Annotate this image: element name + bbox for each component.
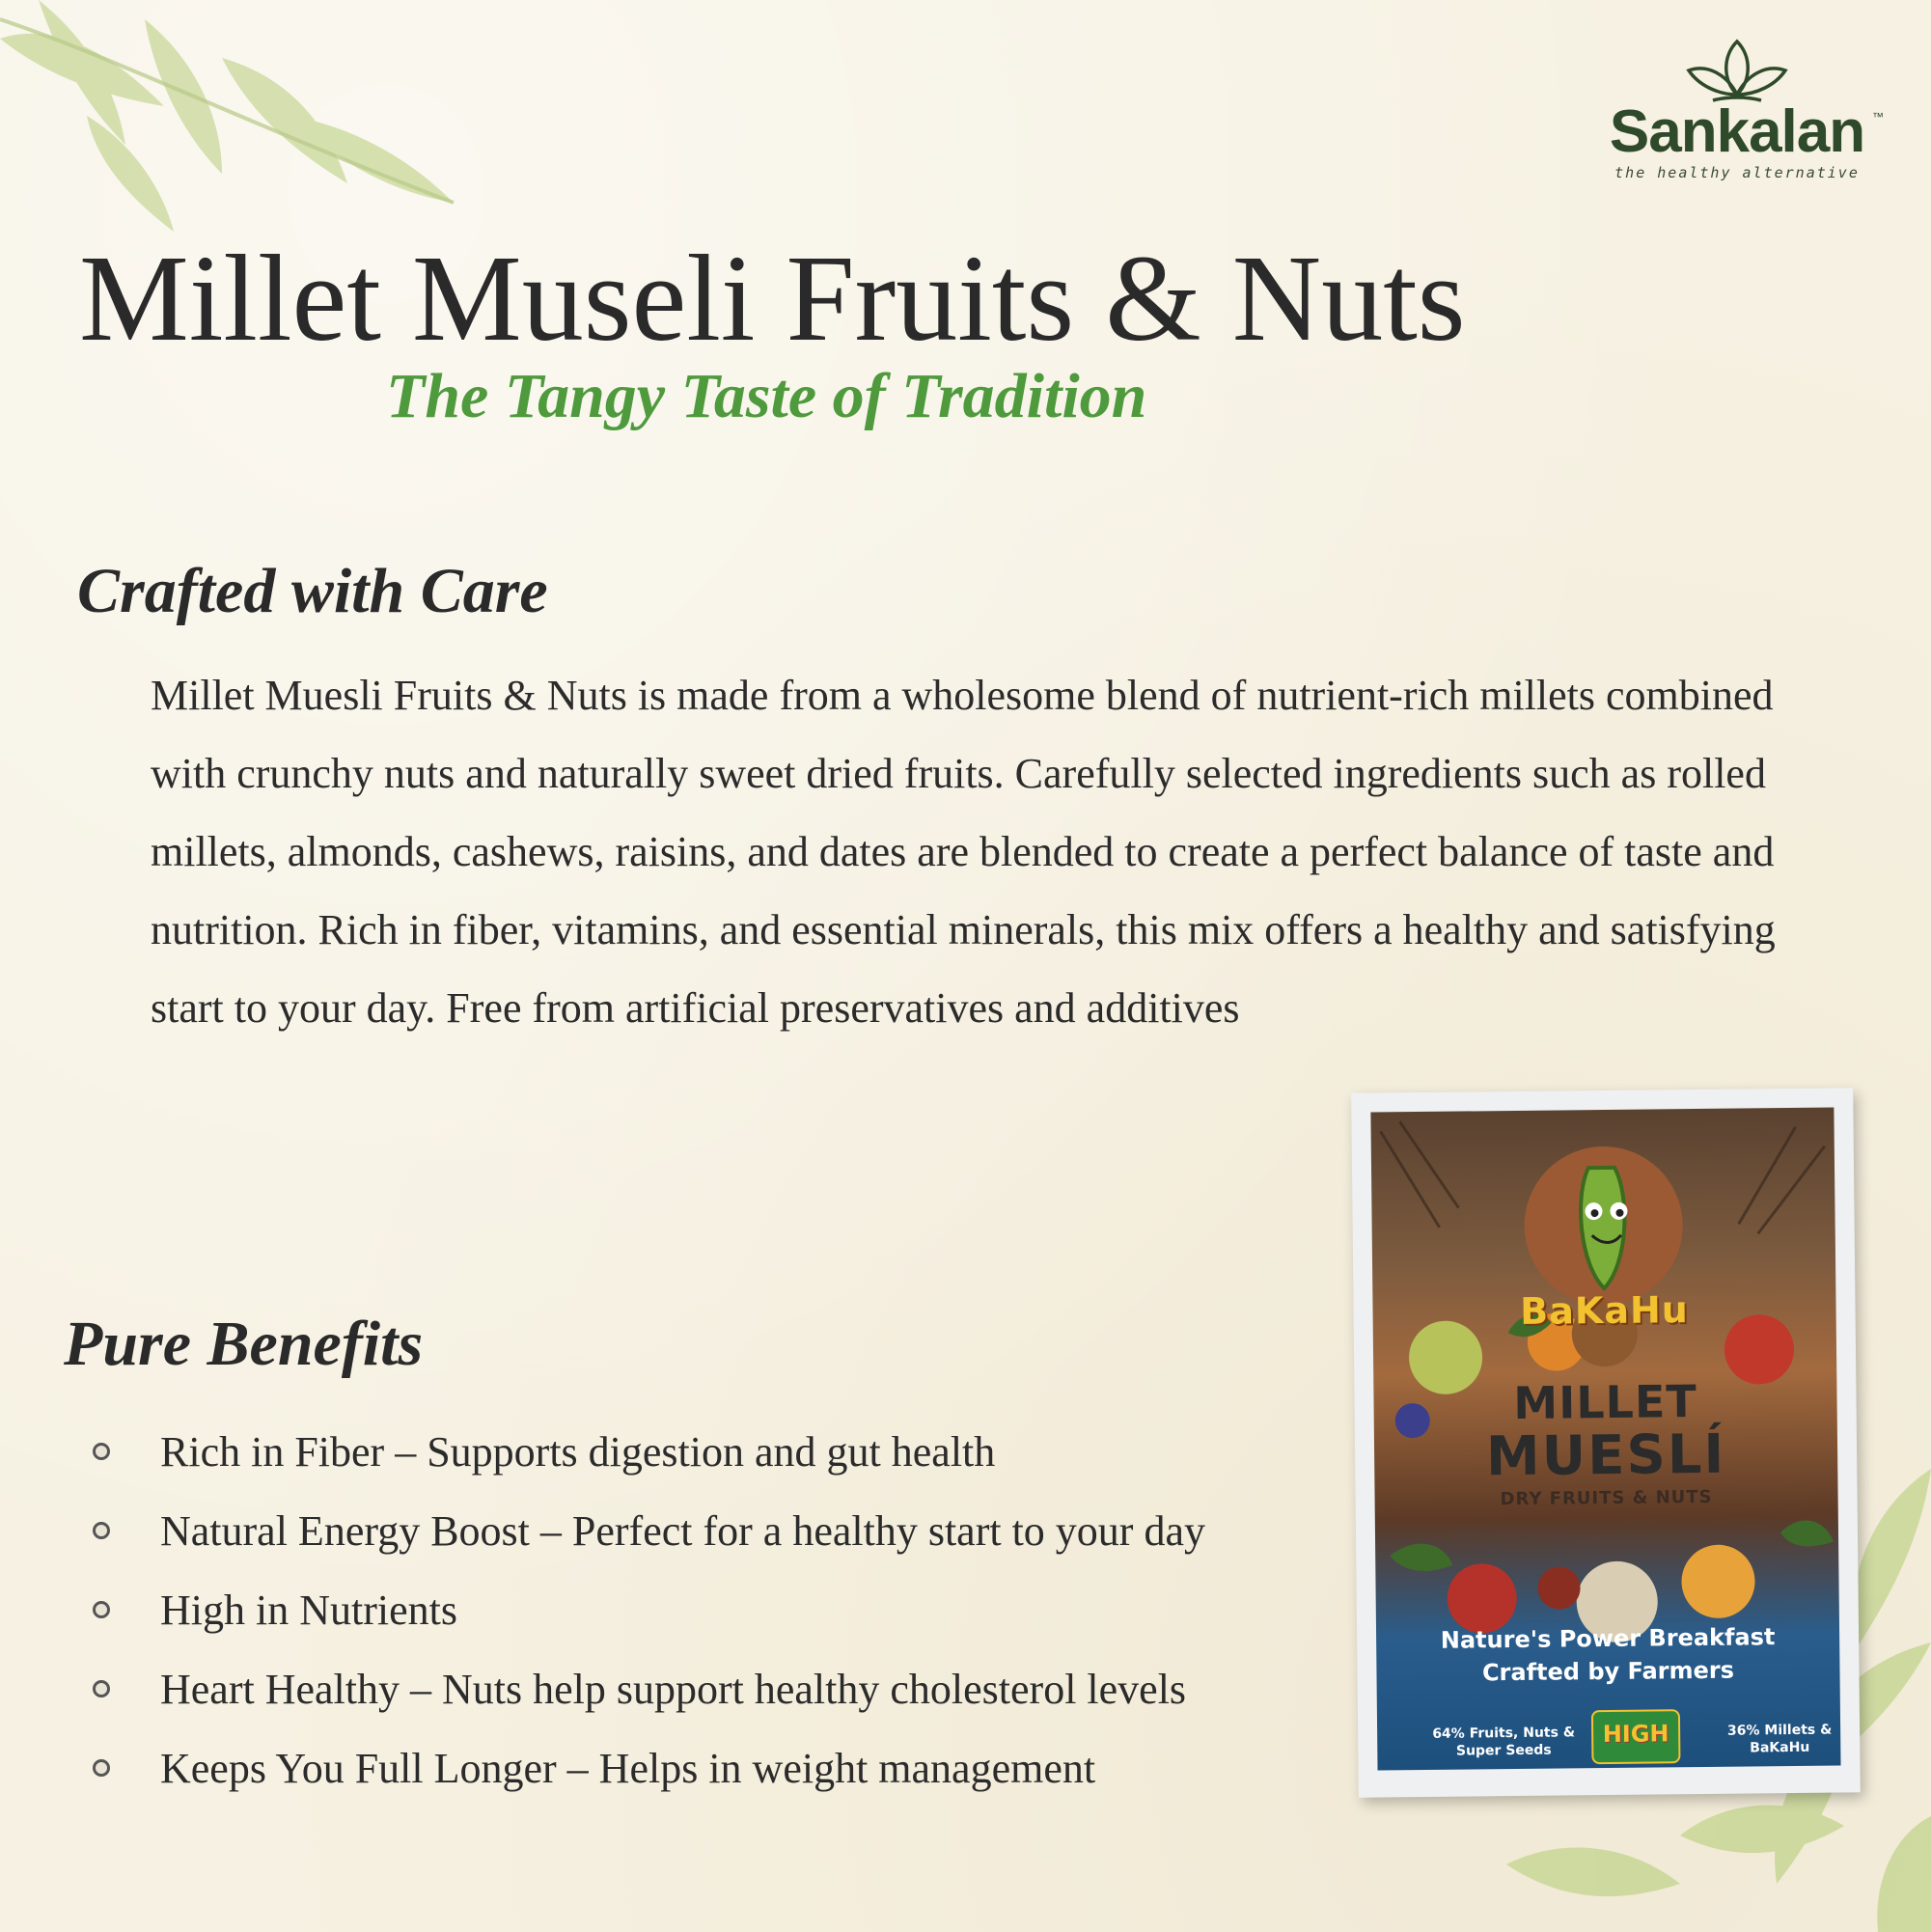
- benefit-item: [87, 1728, 1205, 1808]
- benefit-text: Rich in Fiber – Supports digestion and gut health: [160, 1427, 996, 1476]
- pack-title-line2: MUESLÍ: [1485, 1422, 1726, 1489]
- pack-brand: BaKaHu: [1520, 1288, 1690, 1333]
- benefits-list: [87, 1412, 1205, 1808]
- benefit-item: [87, 1412, 1205, 1491]
- page-title: Millet Museli Fruits & Nuts: [79, 230, 1466, 367]
- benefit-text: High in Nutrients: [160, 1586, 457, 1634]
- high-protein-badge: HIGH: [1591, 1709, 1681, 1764]
- logo-wordmark: Sankalan: [1609, 98, 1865, 165]
- benefit-text: Heart Healthy – Nuts help support healthy cholesterol levels: [160, 1665, 1187, 1713]
- pack-tagline-1: Nature's Power Breakfast: [1440, 1623, 1776, 1654]
- bullet-icon: [93, 1680, 110, 1697]
- benefit-item: [87, 1570, 1205, 1649]
- product-pack-image: [1351, 1088, 1861, 1797]
- leaf-logo-icon: [1684, 37, 1790, 104]
- benefit-item: [87, 1649, 1205, 1728]
- product-description: Millet Muesli Fruits & Nuts is made from a wholesome blend of nutrient-rich millets combined with crunchy nuts and naturally sweet dried fruits. Carefully selected ingredients such as rolled millets, almonds, cashews, raisins, and dates are blended to create a perfect balance of taste and nutrition. Rich in fiber, vitamins, and essential minerals, this mix offers a healthy and satisfying start to your day. Free from artificial preservatives and additives: [151, 672, 1776, 1032]
- bullet-icon: [93, 1759, 110, 1777]
- pack-tagline-2: Crafted by Farmers: [1481, 1656, 1735, 1687]
- pack-title-line1: MILLET: [1513, 1375, 1697, 1429]
- pack-front: [1370, 1108, 1840, 1771]
- pack-left-note: 64% Fruits, Nuts & Super Seeds: [1432, 1725, 1576, 1759]
- benefit-text: Natural Energy Boost – Perfect for a healthy start to your day: [160, 1506, 1205, 1555]
- benefits-heading: Pure Benefits: [64, 1309, 424, 1379]
- logo-tagline: the healthy alternative: [1614, 164, 1860, 181]
- leaves-decoration-top-left: [0, 0, 483, 241]
- trademark-symbol: ™: [1872, 110, 1884, 124]
- pack-title-line3: DRY FRUITS & NUTS: [1500, 1486, 1713, 1510]
- benefit-text: Keeps You Full Longer – Helps in weight management: [160, 1744, 1096, 1792]
- bullet-icon: [93, 1601, 110, 1618]
- page-subtitle: The Tangy Taste of Tradition: [386, 361, 1147, 431]
- bullet-icon: [93, 1522, 110, 1539]
- bullet-icon: [93, 1443, 110, 1460]
- benefit-item: [87, 1491, 1205, 1570]
- brand-logo: [1583, 37, 1891, 181]
- crafted-heading: Crafted with Care: [77, 556, 548, 626]
- pack-right-note: 36% Millets & BaKaHu: [1726, 1722, 1833, 1756]
